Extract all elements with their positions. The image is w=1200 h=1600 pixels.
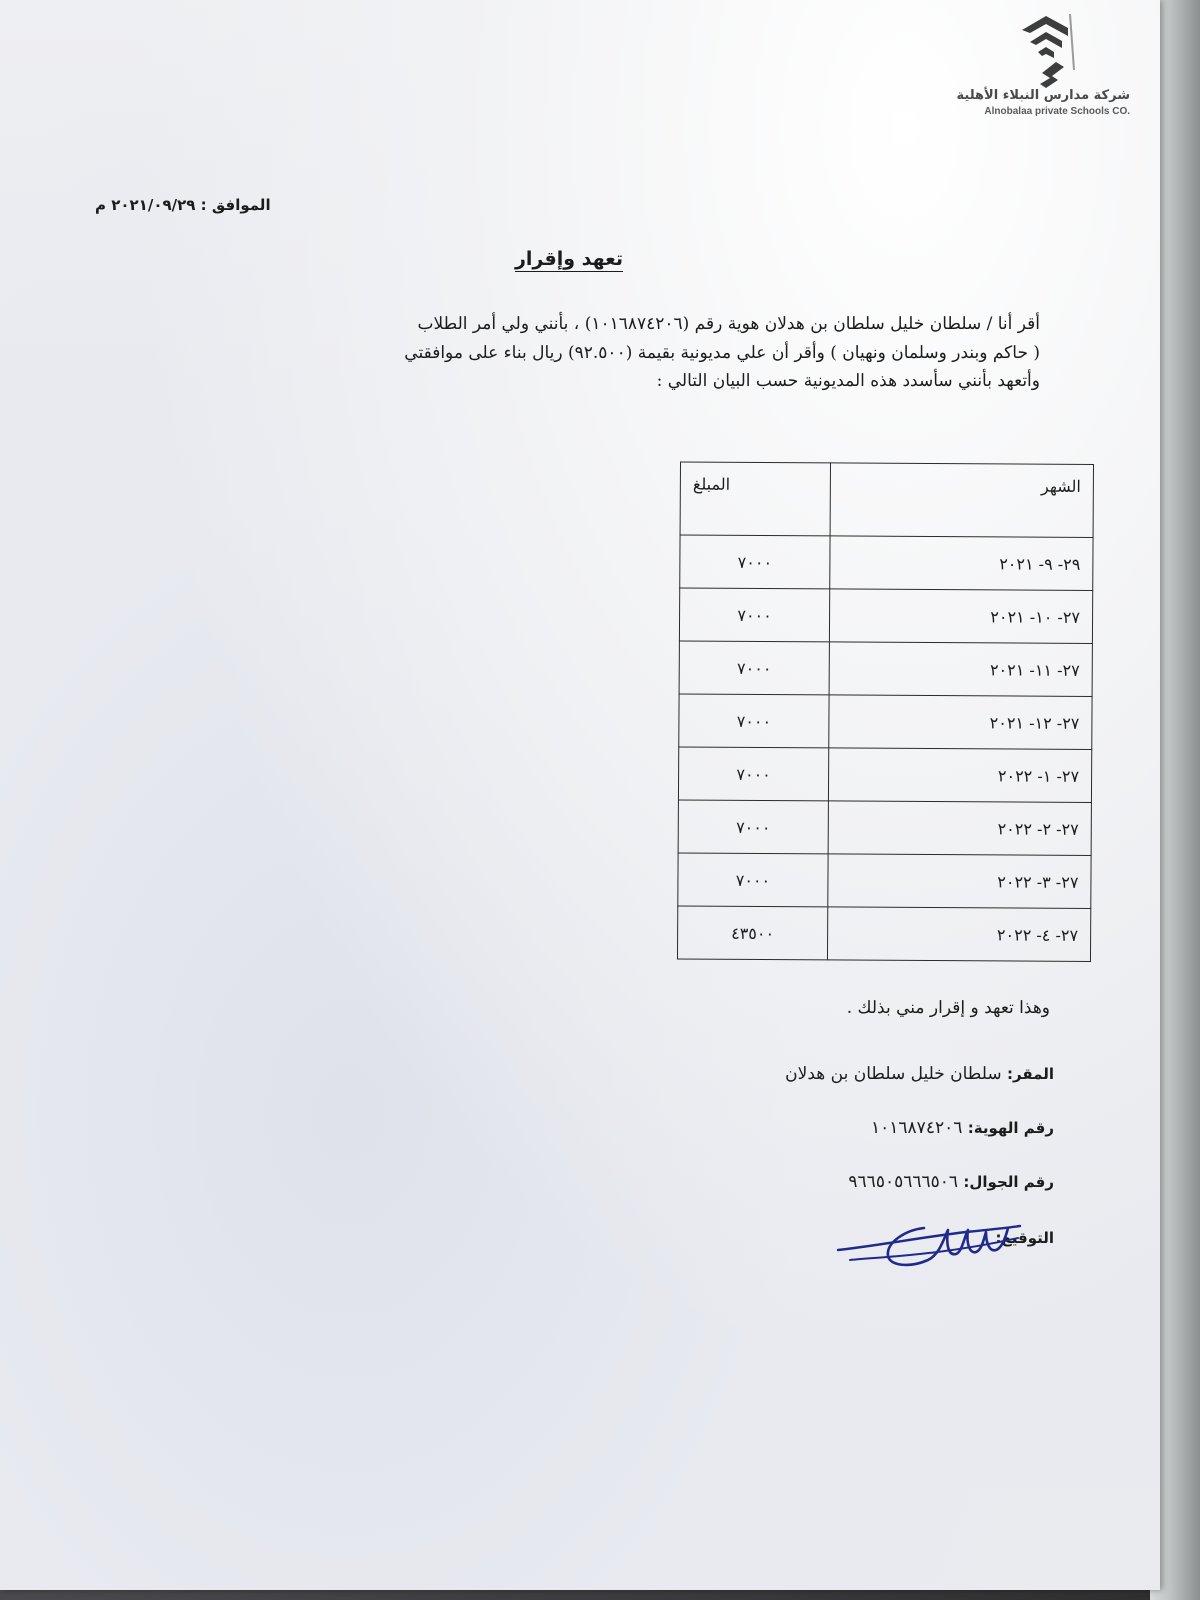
month-cell: ٢٩- ٩- ٢٠٢١ <box>830 536 1093 591</box>
table-row <box>678 747 1091 803</box>
company-name-arabic: شركة مدارس النبلاء الأهلية <box>956 88 1130 103</box>
paragraph-line: ( حاكم وبندر وسلمان ونهيان ) وأقر أن علي مديونية بقيمة (٩٢.٥٠٠) ريال بناء على موافقتي <box>404 342 1040 363</box>
amount-cell: ٧٠٠٠ <box>678 800 828 854</box>
amount-cell: ٧٠٠٠ <box>678 747 828 801</box>
paragraph-line: أقر أنا / سلطان خليل سلطان بن هدلان هوية رقم (١٠١٦٨٧٤٢٠٦) ، بأنني ولي أمر الطلاب <box>417 314 1040 334</box>
company-logo <box>950 10 1130 120</box>
month-cell: ٢٧- ١٢- ٢٠٢١ <box>829 695 1092 750</box>
signatory-phone-label: رقم الجوال: <box>963 1173 1054 1191</box>
table-row <box>679 694 1092 750</box>
handwritten-signature <box>836 1208 1036 1278</box>
signatory-name-label: المقر: <box>1007 1065 1054 1083</box>
amount-column-header: المبلغ <box>680 462 830 536</box>
table-row <box>679 588 1092 644</box>
table-row <box>677 906 1090 962</box>
closing-statement: وهذا تعهد و إقرار مني بذلك . <box>846 998 1050 1018</box>
table-row <box>679 641 1092 697</box>
month-cell: ٢٧- ١١- ٢٠٢١ <box>829 642 1092 697</box>
month-cell: ٢٧- ١٠- ٢٠٢١ <box>829 589 1092 644</box>
month-column-header: الشهر <box>830 463 1093 538</box>
amount-cell: ٧٠٠٠ <box>679 694 829 748</box>
signatory-id-line <box>871 1118 1054 1138</box>
amount-cell: ٤٣٥٠٠ <box>677 906 827 960</box>
payment-schedule-table <box>677 461 1094 962</box>
signatory-id-value: ١٠١٦٨٧٤٢٠٦ <box>871 1118 963 1138</box>
month-cell: ٢٧- ٣- ٢٠٢٢ <box>828 854 1091 909</box>
amount-cell: ٧٠٠٠ <box>679 641 829 695</box>
paragraph-line: وأتعهد بأنني سأسدد هذه المديونية حسب البيان التالي : <box>656 371 1040 391</box>
amount-cell: ٧٠٠٠ <box>679 588 829 642</box>
amount-cell: ٧٠٠٠ <box>680 535 830 589</box>
document-date: الموافق : ٢٠٢١/٠٩/٢٩ م <box>95 196 271 214</box>
declaration-paragraph <box>120 310 1040 396</box>
signatory-id-label: رقم الهوية: <box>967 1119 1054 1137</box>
signatory-phone-value: ٩٦٦٥٠٥٦٦٦٥٠٦ <box>848 1172 958 1192</box>
amount-cell: ٧٠٠٠ <box>678 853 828 907</box>
signatory-phone-line <box>848 1172 1054 1192</box>
signature-label: التوقيع: <box>995 1229 1054 1247</box>
document-title: تعهد وإقرار <box>514 248 624 270</box>
signatory-name-value: سلطان خليل سلطان بن هدلان <box>785 1064 1002 1084</box>
month-cell: ٢٧- ١- ٢٠٢٢ <box>828 748 1091 803</box>
month-cell: ٢٧- ٤- ٢٠٢٢ <box>827 907 1090 962</box>
signatory-name-line <box>785 1064 1054 1084</box>
table-header-row <box>680 462 1093 538</box>
table-row <box>680 535 1093 591</box>
table-row <box>678 800 1091 856</box>
company-logo-icon <box>1012 10 1078 88</box>
month-cell: ٢٧- ٢- ٢٠٢٢ <box>828 801 1091 856</box>
table-row <box>678 853 1091 909</box>
company-name-english: Alnobalaa private Schools CO. <box>984 106 1130 117</box>
